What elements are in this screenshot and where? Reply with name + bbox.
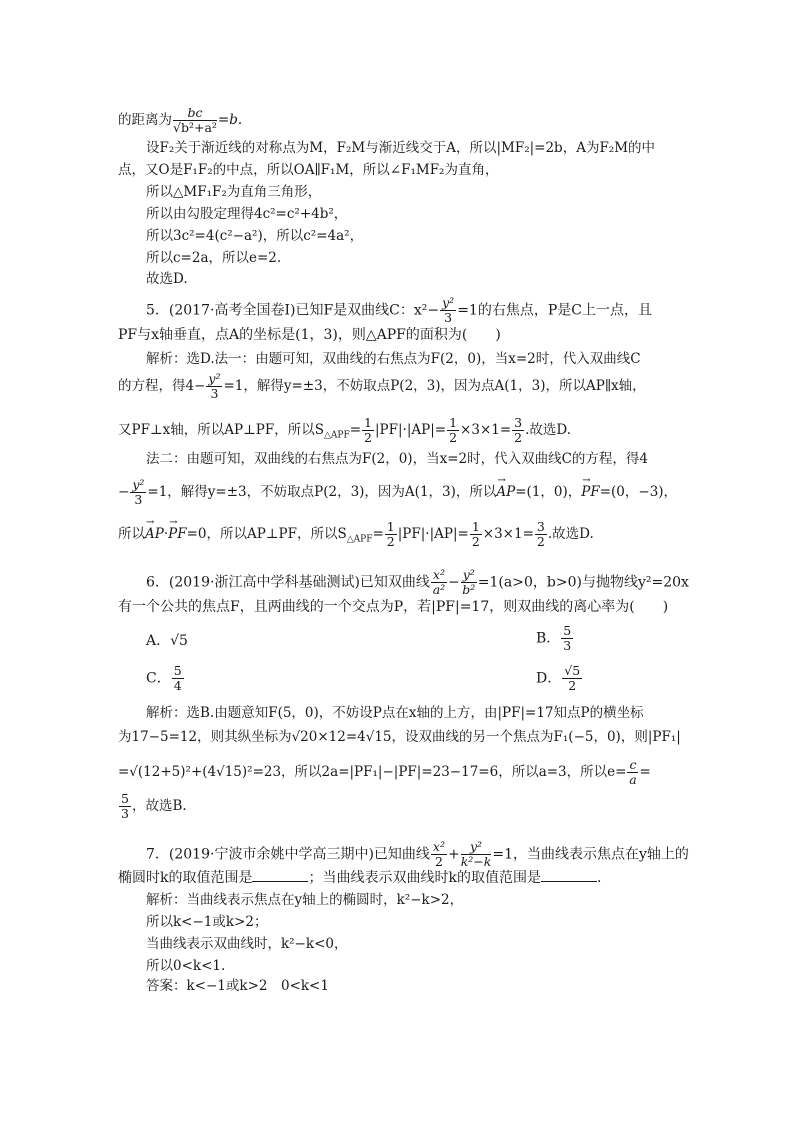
s6-line3: =√(12+5)²+(4√15)²=23，所以2a=|PF₁|−|PF|=23−17=6，所以a=3，所以e= $\frac{c}{a}$ = [118, 757, 651, 787]
s7-line1: 解析：当曲线表示焦点在y轴上的椭圆时，k²−k>2， [146, 892, 464, 908]
fraction-y2-3c: $\frac{\text{y²}}{3}$ [132, 477, 145, 507]
s7-line4: 所以0<k<1. [146, 958, 226, 974]
fraction-5-4: $\frac{5}{4}$ [173, 663, 182, 693]
fraction-y2-3b: $\frac{\text{y²}}{3}$ [208, 371, 221, 401]
line-l05: 所以由勾股定理得4c²=c²+4b²， [146, 206, 348, 222]
text-distance: 的距离为 [118, 112, 172, 128]
s6-line4: $\frac{5}{3}$ ，故选B. [121, 791, 187, 821]
fraction-half-b: $\frac{1}{2}$ [449, 415, 458, 445]
fraction-5-3: $\frac{5}{3}$ [563, 623, 572, 653]
fraction-5-3b: $\frac{5}{3}$ [121, 791, 129, 821]
q7-line1: 7．(2019·宁波市余姚中学高三期中)已知曲线 $\frac{\text{x²}}{2}$ + $\frac{\text{y²}}{\text{k²−k}}$ =1，当曲线表示焦点在y轴上的 [146, 839, 689, 869]
s5-line2: 的方程，得4− $\frac{\text{y²}}{3}$ =1，解得y=±3，不妨取点P(2，3)，因为点A(1，3)，所以AP∥x轴， [118, 371, 646, 401]
option-c: C． $\frac{5}{4}$ [146, 663, 182, 693]
s7-line3: 当曲线表示双曲线时，k²−k<0， [146, 936, 348, 952]
fraction-x2-2: $\frac{\text{x²}}{2}$ [432, 839, 445, 869]
option-b: B． $\frac{5}{3}$ [536, 623, 572, 653]
text-eq-b: =b. [217, 112, 243, 128]
line-distance [118, 106, 242, 135]
q6-line2: 有一个公共的焦点F，且两曲线的一个交点为P，若|PF|=17，则双曲线的离心率为( ) [118, 599, 669, 615]
fraction-bc: $\frac{bc}{\text{√b²+a²}}$ [173, 105, 217, 135]
option-d: D． $\frac{√5}{2}$ [536, 663, 581, 693]
line-l04: 所以△MF₁F₂为直角三角形， [146, 184, 322, 200]
fraction-y2-b2: $\frac{\text{y²}}{\text{b²}}$ [462, 567, 476, 597]
s7-answer: 答案：k<−1或k>2 0<k<1 [146, 978, 329, 994]
line-l02: 设F₂关于渐近线的对称点为M，F₂M与渐近线交于A，所以|MF₂|=2b，A为F₂M的中 [146, 140, 656, 156]
q7-line2: 椭圆时k的取值范围是 ；当曲线表示双曲线时k的取值范围是 . [118, 870, 602, 886]
fraction-half: $\frac{1}{2}$ [364, 415, 372, 445]
line-l08: 故选D. [146, 271, 188, 287]
line-l06: 所以3c²=4(c²−a²)，所以c²=4a²， [146, 228, 364, 244]
q5-line2: PF与x轴垂直，点A的坐标是(1，3)，则△APF的面积为( ) [118, 327, 501, 343]
s7-line2: 所以k<−1或k>2； [146, 914, 268, 930]
option-a: A．√5 [146, 633, 188, 649]
answer-blank-1[interactable] [252, 869, 308, 882]
s6-line1: 解析：选B.由题意知F(5，0)，不妨设P点在x轴的上方，由|PF|=17知点P的横坐标 [146, 705, 644, 721]
fraction-y2-3: $\frac{\text{y²}}{3}$ [442, 295, 455, 325]
vector-ap: → AP [496, 483, 515, 501]
fraction-c-a: $\frac{c}{a}$ [629, 757, 637, 787]
fraction-rt5-2: $\frac{√5}{2}$ [564, 663, 581, 693]
q5-text-a: 5．(2017·高考全国卷Ⅰ)已知F是双曲线C：x²− [146, 302, 440, 319]
s5-line5: − $\frac{\text{y²}}{3}$ =1，解得y=±3，不妨取点P(2，3)，因为A(1，3)，所以→ AP=(1，0)，→ PF=(0，−3)， [118, 478, 677, 507]
line-l03: 点，又O是F₁F₂的中点，所以OA∥F₁M，所以∠F₁MF₂为直角， [118, 162, 499, 178]
fraction-three-half: $\frac{3}{2}$ [514, 415, 523, 445]
q6-line1: 6．(2019·浙江高中学科基础测试)已知双曲线 $\frac{\text{x²}}{\text{a²}}$ − $\frac{\text{y²}}{\text{b²}}$ =1(a>0，b>0)与抛物线y²=20x [146, 567, 689, 597]
line-l07: 所以c=2a，所以e=2. [146, 250, 282, 266]
s5-line4: 法二：由题可知，双曲线的右焦点为F(2，0)，当x=2时，代入双曲线C的方程，得4 [146, 451, 649, 467]
q5-line1 [146, 296, 652, 325]
q5-text-b: =1的右焦点，P是C上一点，且 [457, 302, 652, 319]
vector-pf: → PF [581, 483, 599, 501]
fraction-y2-k: $\frac{\text{y²}}{\text{k²−k}}$ [460, 839, 492, 869]
s5-line1: 解析：选D.法一：由题可知，双曲线的右焦点为F(2，0)，当x=2时，代入双曲线C [146, 351, 641, 367]
fraction-x2-a2: $\frac{\text{x²}}{\text{a²}}$ [432, 567, 446, 597]
s6-line2: 为17−5=12，则其纵坐标为√20×12=4√15，设双曲线的另一个焦点为F₁(−5，0)，则|PF₁| [118, 729, 681, 745]
s5-line6: 所以→ AP·→ PF=0，所以AP⊥PF，所以$S_{\triangle APF}=$ $\frac{1}{2}$ |PF|·|AP|= $\frac{1}{2}$ ×3×1= $\frac{3}{2}$ .故选D. [118, 520, 594, 549]
answer-blank-2[interactable] [541, 869, 597, 882]
s5-line3: 又PF⊥x轴，所以AP⊥PF，所以$S_{\triangle APF}=$ $\frac{1}{2}$ |PF|·|AP|= $\frac{1}{2}$ ×3×1= $\frac{3}{2}$ .故选D. [118, 415, 572, 445]
